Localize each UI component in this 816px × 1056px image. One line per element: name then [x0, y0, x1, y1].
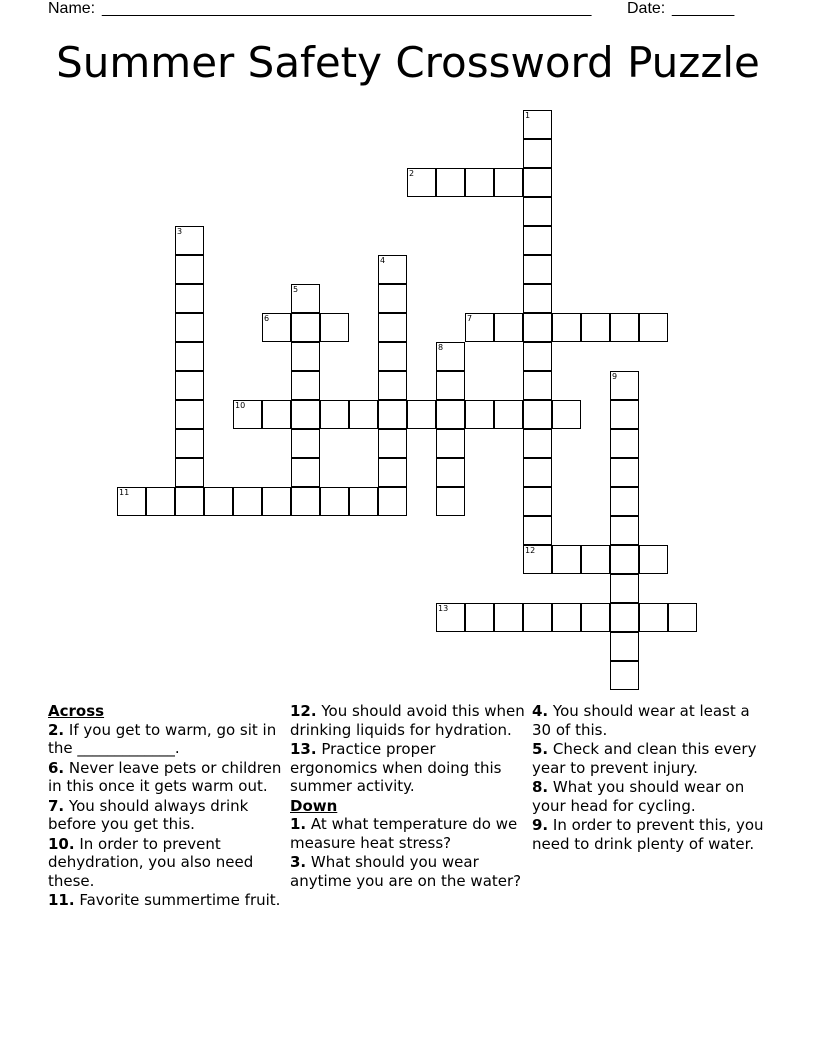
grid-cell[interactable] [117, 487, 146, 516]
clues-column-2 [290, 702, 526, 891]
clue-number-label: 3 [177, 227, 183, 236]
grid-cell[interactable] [291, 371, 320, 400]
clue-text: You should avoid this when drinking liquids for hydration. [290, 702, 525, 739]
grid-cell[interactable] [610, 458, 639, 487]
grid-cell[interactable] [610, 516, 639, 545]
grid-cell[interactable] [436, 342, 465, 371]
grid-cell[interactable] [175, 400, 204, 429]
clue-number-label: 9 [612, 372, 618, 381]
clue-text: Favorite summertime fruit. [79, 891, 281, 909]
clue-number-label: 8 [438, 343, 444, 352]
grid-cell[interactable] [552, 545, 581, 574]
grid-cell[interactable] [523, 342, 552, 371]
clue-number-label: 13 [438, 604, 449, 613]
grid-cell[interactable] [523, 400, 552, 429]
grid-cell[interactable] [378, 284, 407, 313]
clue-number: 9. [532, 816, 549, 834]
clue-across-2 [48, 721, 284, 758]
grid-cell[interactable] [494, 313, 523, 342]
puzzle-title: Summer Safety Crossword Puzzle [56, 38, 760, 87]
down-heading: Down [290, 796, 338, 815]
grid-cell[interactable] [175, 255, 204, 284]
grid-cell[interactable] [581, 313, 610, 342]
grid-cell[interactable] [639, 603, 668, 632]
grid-cell[interactable] [175, 284, 204, 313]
grid-cell[interactable] [465, 400, 494, 429]
clue-across-12 [290, 702, 526, 739]
grid-cell[interactable] [494, 168, 523, 197]
grid-cell[interactable] [610, 632, 639, 661]
grid-cell[interactable] [262, 487, 291, 516]
name-field[interactable]: _______________________________________________________ [102, 0, 592, 17]
clue-across-13 [290, 740, 526, 796]
clue-number-label: 11 [119, 488, 130, 497]
clue-down-5 [532, 740, 768, 777]
grid-cell[interactable] [233, 400, 262, 429]
grid-cell[interactable] [175, 429, 204, 458]
grid-cell[interactable] [523, 255, 552, 284]
clue-across-6 [48, 759, 284, 796]
grid-cell[interactable] [349, 487, 378, 516]
grid-cell[interactable] [523, 545, 552, 574]
name-label: Name: [48, 0, 96, 17]
grid-cell[interactable] [291, 458, 320, 487]
grid-cell[interactable] [378, 429, 407, 458]
clue-number: 11. [48, 891, 75, 909]
grid-cell[interactable] [291, 400, 320, 429]
grid-cell[interactable] [552, 313, 581, 342]
clue-number-label: 2 [409, 169, 415, 178]
grid-cell[interactable] [523, 226, 552, 255]
grid-cell[interactable] [291, 487, 320, 516]
clue-down-8 [532, 778, 768, 815]
grid-cell[interactable] [436, 371, 465, 400]
grid-cell[interactable] [523, 197, 552, 226]
clue-text: What you should wear on your head for cycling. [532, 778, 745, 815]
grid-cell[interactable] [639, 313, 668, 342]
date-label: Date: [627, 0, 666, 17]
grid-cell[interactable] [610, 487, 639, 516]
clue-number-label: 12 [525, 546, 536, 555]
grid-cell[interactable] [320, 313, 349, 342]
clue-down-3 [290, 853, 526, 890]
grid-cell[interactable] [494, 603, 523, 632]
grid-cell[interactable] [349, 400, 378, 429]
grid-cell[interactable] [465, 168, 494, 197]
clue-text: Never leave pets or children in this once it gets warm out. [48, 758, 282, 795]
clue-text: If you get to warm, go sit in the _____________. [48, 720, 277, 757]
grid-cell[interactable] [610, 371, 639, 400]
grid-cell[interactable] [175, 458, 204, 487]
grid-cell[interactable] [610, 545, 639, 574]
clue-number: 13. [290, 740, 317, 758]
clue-across-11 [48, 891, 284, 910]
clue-text: In order to prevent this, you need to drink plenty of water. [532, 816, 764, 853]
grid-cell[interactable] [436, 429, 465, 458]
grid-cell[interactable] [523, 371, 552, 400]
clue-number: 8. [532, 778, 549, 796]
grid-cell[interactable] [291, 342, 320, 371]
grid-cell[interactable] [436, 487, 465, 516]
grid-cell[interactable] [436, 603, 465, 632]
grid-cell[interactable] [407, 168, 436, 197]
grid-cell[interactable] [175, 371, 204, 400]
grid-cell[interactable] [494, 400, 523, 429]
clue-number-label: 6 [264, 314, 270, 323]
clue-number-label: 1 [525, 111, 531, 120]
clue-down-4 [532, 702, 768, 739]
grid-cell[interactable] [610, 313, 639, 342]
grid-cell[interactable] [523, 487, 552, 516]
clue-number: 2. [48, 720, 65, 739]
grid-cell[interactable] [175, 313, 204, 342]
grid-cell[interactable] [523, 110, 552, 139]
grid-cell[interactable] [378, 342, 407, 371]
grid-cell[interactable] [233, 487, 262, 516]
grid-cell[interactable] [436, 168, 465, 197]
grid-cell[interactable] [436, 458, 465, 487]
grid-cell[interactable] [291, 429, 320, 458]
grid-cell[interactable] [262, 400, 291, 429]
grid-cell[interactable] [523, 516, 552, 545]
clue-number: 10. [48, 834, 75, 853]
grid-cell[interactable] [291, 313, 320, 342]
grid-cell[interactable] [552, 603, 581, 632]
clue-number: 12. [290, 702, 317, 720]
grid-cell[interactable] [610, 603, 639, 632]
grid-cell[interactable] [668, 603, 697, 632]
grid-cell[interactable] [523, 429, 552, 458]
grid-cell[interactable] [175, 226, 204, 255]
clue-text: Practice proper ergonomics when doing this summer activity. [290, 740, 502, 795]
grid-cell[interactable] [378, 255, 407, 284]
across-heading: Across [48, 702, 105, 720]
grid-cell[interactable] [320, 400, 349, 429]
clue-text: Check and clean this every year to prevent injury. [532, 740, 757, 777]
grid-cell[interactable] [610, 661, 639, 690]
grid-cell[interactable] [378, 458, 407, 487]
clue-number: 4. [532, 702, 549, 720]
clue-text: In order to prevent dehydration, you also need these. [48, 834, 254, 890]
grid-cell[interactable] [610, 400, 639, 429]
grid-cell[interactable] [639, 545, 668, 574]
grid-cell[interactable] [523, 313, 552, 342]
grid-cell[interactable] [523, 284, 552, 313]
clue-number-label: 10 [235, 401, 246, 410]
clue-number: 7. [48, 796, 65, 815]
grid-cell[interactable] [581, 545, 610, 574]
grid-cell[interactable] [175, 342, 204, 371]
grid-cell[interactable] [523, 168, 552, 197]
clue-number-label: 4 [380, 256, 386, 265]
clue-across-10 [48, 835, 284, 891]
grid-cell[interactable] [465, 603, 494, 632]
grid-cell[interactable] [146, 487, 175, 516]
grid-cell[interactable] [378, 487, 407, 516]
grid-cell[interactable] [610, 574, 639, 603]
date-field[interactable]: _______ [672, 0, 735, 17]
clue-number-label: 5 [293, 285, 299, 294]
clue-number: 1. [290, 815, 307, 833]
clue-text: You should wear at least a 30 of this. [532, 702, 750, 739]
clue-text: At what temperature do we measure heat stress? [290, 815, 518, 852]
clue-down-1 [290, 815, 526, 852]
grid-cell[interactable] [175, 487, 204, 516]
grid-cell[interactable] [523, 603, 552, 632]
grid-cell[interactable] [523, 139, 552, 168]
grid-cell[interactable] [204, 487, 233, 516]
grid-cell[interactable] [523, 458, 552, 487]
grid-cell[interactable] [378, 400, 407, 429]
grid-cell[interactable] [378, 313, 407, 342]
clue-down-9 [532, 816, 768, 853]
clue-text: You should always drink before you get this. [48, 796, 249, 833]
clue-number: 6. [48, 758, 65, 777]
clue-text: What should you wear anytime you are on the water? [290, 853, 522, 890]
clues-column-1 [48, 702, 284, 911]
clues-column-3 [532, 702, 768, 854]
clue-number-label: 7 [467, 314, 473, 323]
grid-cell[interactable] [407, 400, 436, 429]
grid-cell[interactable] [436, 400, 465, 429]
clue-number: 3. [290, 853, 307, 871]
grid-cell[interactable] [262, 313, 291, 342]
grid-cell[interactable] [610, 429, 639, 458]
grid-cell[interactable] [465, 313, 494, 342]
grid-cell[interactable] [552, 400, 581, 429]
clue-across-7 [48, 797, 284, 834]
grid-cell[interactable] [581, 603, 610, 632]
grid-cell[interactable] [378, 371, 407, 400]
grid-cell[interactable] [320, 487, 349, 516]
grid-cell[interactable] [291, 284, 320, 313]
clue-number: 5. [532, 740, 549, 758]
